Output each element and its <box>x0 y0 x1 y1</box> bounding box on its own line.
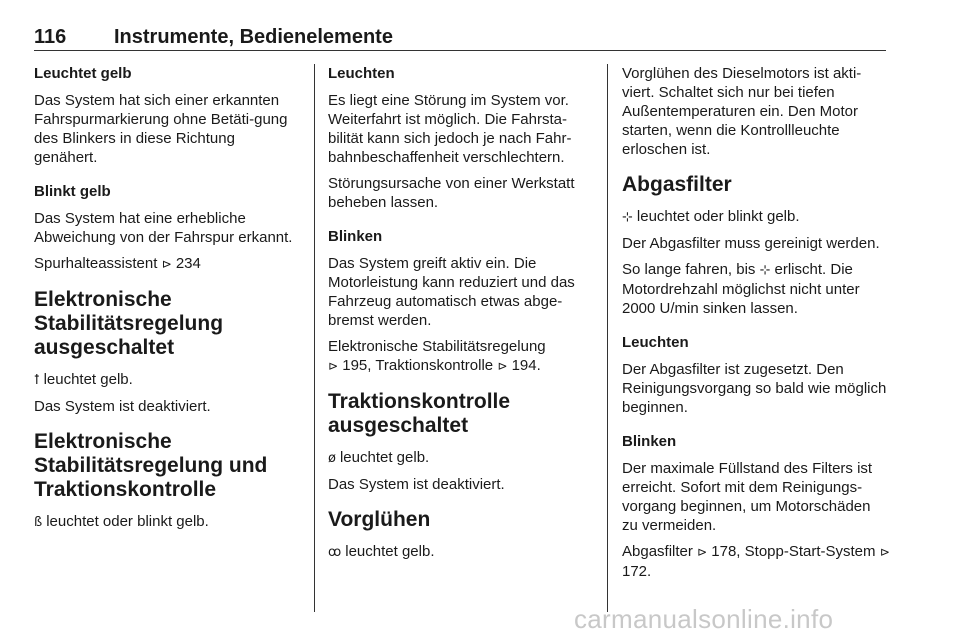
page-title: Instrumente, Bedienelemente <box>114 26 393 48</box>
exhaust-filter-icon: ⊹ <box>622 210 633 225</box>
page-ref-arrow-icon: ⊳ <box>328 359 339 373</box>
glow-plug-icon: ꝏ <box>328 545 342 560</box>
esc-tc-icon: ß <box>34 515 43 530</box>
heading-tc-off: Traktionskontrolle ausgeschaltet <box>328 390 511 437</box>
status-line: ꝏ leuchtet gelb. <box>328 543 435 560</box>
cross-reference: Elektronische Stabilitätsregelung ⊳ 195, Traktionskontrolle ⊳ 194. <box>328 338 546 374</box>
heading-abgasfilter: Abgasfilter <box>622 173 732 196</box>
page-ref-arrow-icon: ⊳ <box>497 359 508 373</box>
status-line: ꝉ leuchtet gelb. <box>34 371 133 388</box>
paragraph: Das System greift aktiv ein. Die Motorleistung kann reduziert und das Fahrzeug automatisch etwas abge-bremst werden. <box>328 255 575 329</box>
status-line: ⊹ leuchtet oder blinkt gelb. <box>622 208 800 225</box>
paragraph: Vorglühen des Dieselmotors ist akti-viert. Schaltet sich nur bei tiefen Außentemperaturen ein. Den Motor starten, wenn die Kontrollleuchte erloschen ist. <box>622 65 862 158</box>
paragraph: Das System ist deaktiviert. <box>34 398 211 415</box>
status-line: ø leuchtet gelb. <box>328 449 430 466</box>
heading-leuchten: Leuchten <box>328 65 395 82</box>
paragraph: Das System hat eine erhebliche Abweichung von der Fahrspur erkannt. <box>34 210 293 246</box>
paragraph: Der Abgasfilter ist zugesetzt. Den Reinigungsvorgang so bald wie möglich beginnen. <box>622 361 887 416</box>
paragraph: Das System hat sich einer erkannten Fahrspurmarkierung ohne Betäti-gung des Blinkers in diese Richtung genähert. <box>34 92 288 166</box>
tc-off-icon: ø <box>328 451 336 466</box>
paragraph: Der maximale Füllstand des Filters ist erreicht. Sofort mit dem Reinigungs-vorgang beginnen, um Motorschäden zu vermeiden. <box>622 460 873 534</box>
heading-esc-tc: Elektronische Stabilitätsregelung und Traktionskontrolle <box>34 430 268 501</box>
watermark: carmanualsonline.info <box>574 604 834 634</box>
paragraph: So lange fahren, bis ⊹ erlischt. Die Motordrehzahl möglichst nicht unter 2000 U/min sinken lassen. <box>622 261 860 317</box>
esc-off-icon: ꝉ <box>34 373 40 388</box>
paragraph: Es liegt eine Störung im System vor. Weiterfahrt ist möglich. Die Fahrsta-bilität kann sich jedoch je nach Fahr-bahnbeschaffenheit verschlechtern. <box>328 92 572 166</box>
heading-leuchten: Leuchten <box>622 334 689 351</box>
heading-leuchtet-gelb: Leuchtet gelb <box>34 65 132 82</box>
status-line: ß leuchtet oder blinkt gelb. <box>34 513 209 530</box>
column-1 <box>34 64 300 539</box>
heading-esc-off: Elektronische Stabilitätsregelung ausgeschaltet <box>34 288 224 359</box>
page-ref-arrow-icon: ⊳ <box>697 545 708 559</box>
paragraph: Der Abgasfilter muss gereinigt werden. <box>622 235 880 252</box>
page-number: 116 <box>34 26 67 48</box>
heading-blinken: Blinken <box>622 433 677 450</box>
page-ref-arrow-icon: ⊳ <box>161 257 172 271</box>
heading-blinkt-gelb: Blinkt gelb <box>34 183 111 200</box>
heading-vorgluehen: Vorglühen <box>328 508 431 531</box>
paragraph: Das System ist deaktiviert. <box>328 476 505 493</box>
paragraph: Störungsursache von einer Werkstatt beheben lassen. <box>328 175 575 211</box>
column-2 <box>328 64 596 569</box>
page-header <box>34 26 886 51</box>
column-divider-2 <box>607 64 608 612</box>
column-divider-1 <box>314 64 315 612</box>
cross-reference: Abgasfilter ⊳ 178, Stopp-Start-System ⊳ 172. <box>622 543 890 580</box>
heading-blinken: Blinken <box>328 228 383 245</box>
column-3 <box>622 64 890 588</box>
page-ref-arrow-icon: ⊳ <box>879 545 890 559</box>
exhaust-filter-icon: ⊹ <box>759 263 771 278</box>
cross-reference: Spurhalteassistent ⊳ 234 <box>34 255 201 272</box>
